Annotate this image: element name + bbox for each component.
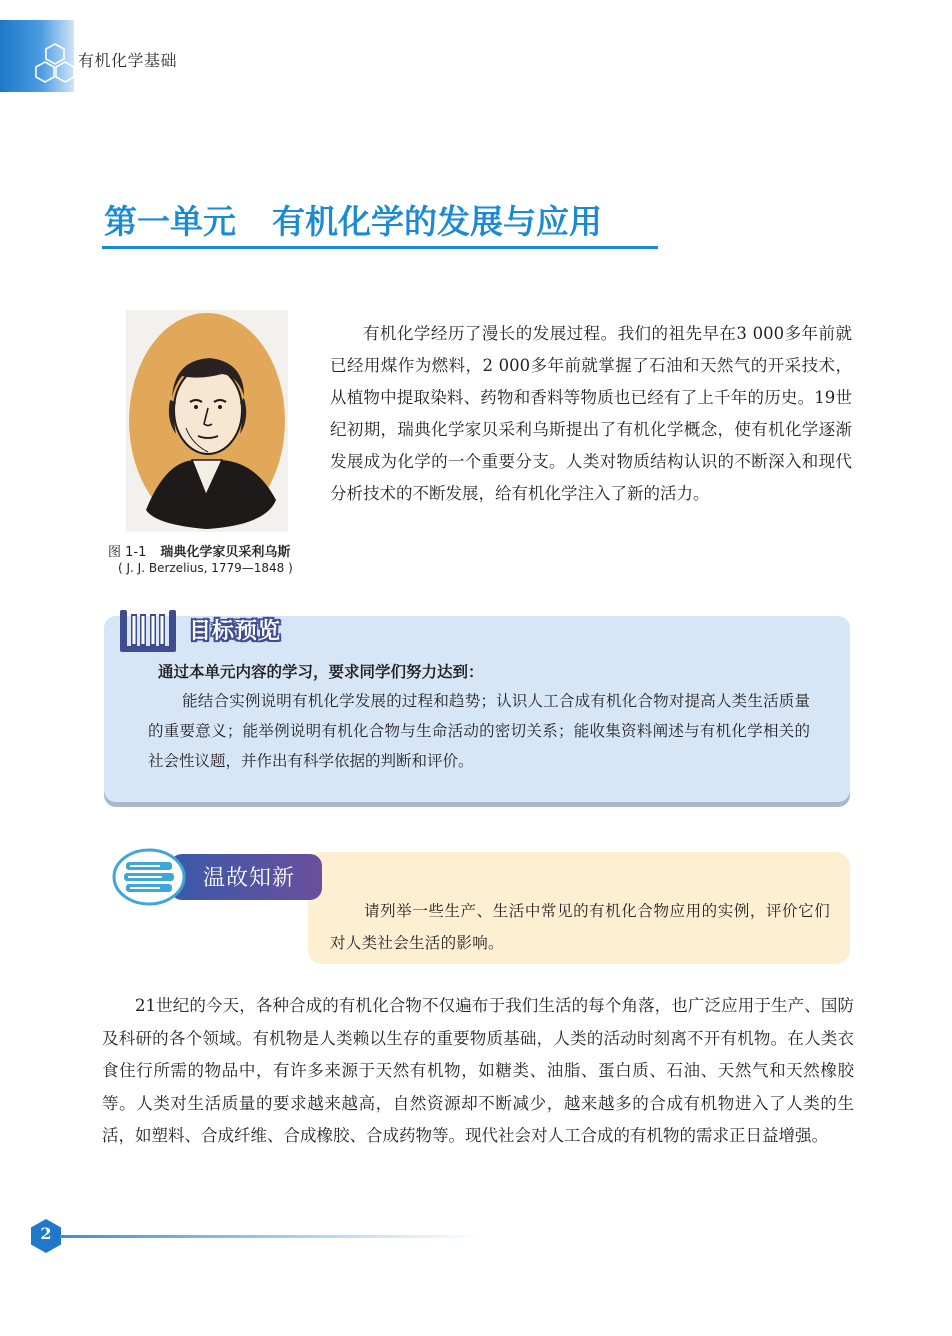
unit-number: 第一单元 [104,202,236,241]
goals-body: 能结合实例说明有机化学发展的过程和趋势；认识人工合成有机化合物对提高人类生活质量的重要意义；能举例说明有机化合物与生命活动的密切关系；能收集资料阐述与有机化学相关的社会性议题，并作出有科学依据的判断和评价。 [148,692,810,770]
footer-rule [60,1235,480,1238]
berzelius-portrait [126,310,288,532]
book-title: 有机化学基础 [78,51,178,70]
intro-paragraph: 有机化学经历了漫长的发展过程。我们的祖先早在3 000多年前就已经用煤作为燃料，2 000多年前就掌握了石油和天然气的开采技术，从植物中提取染料、药物和香料等物质也已经有了上千年的历史。19世纪初期，瑞典化学家贝采利乌斯提出了有机化学概念，使有机化学逐渐发展成为化学的一个重要分支。人类对物质结构认识的不断深入和现代分析技术的不断发展，给有机化学注入了新的活力。 [330,324,852,503]
figure-caption [108,541,290,560]
hexagon-logo-icon [30,42,80,88]
review-prompt: 请列举一些生产、生活中常见的有机化合物应用的实例，评价它们对人类社会生活的影响。 [330,902,830,952]
figure-title: 瑞典化学家贝采利乌斯 [160,545,291,560]
figure-subcaption: ( J. J. Berzelius, 1779—1848 ) [118,561,293,575]
goals-title: 目标预览 [189,619,282,644]
unit-title [104,196,602,243]
body-paragraph: 21世纪的今天，各种合成的有机化合物不仅遍布于我们生活的每个角落，也广泛应用于生产、国防及科研的各个领域。有机物是人类赖以生存的重要物质基础，人类的活动时刻离不开有机物。在人类衣食住行所需的物品中，有许多来源于天然有机物，如糖类、油脂、蛋白质、石油、天然气和天然橡胶等。人类对生活质量的要求越来越高，自然资源却不断减少，越来越多的合成有机物进入了人类的生活，如塑料、合成纤维、合成橡胶、合成药物等。现代社会对人工合成的有机物的需求正日益增强。 [102,996,854,1145]
book-stack-icon [112,848,186,906]
title-underline [102,246,658,249]
review-title: 温故知新 [203,866,296,891]
goals-lead: 通过本单元内容的学习，要求同学们努力达到： [158,663,484,681]
figure-label: 图 1-1 [108,545,147,560]
page-number: 2 [40,1224,52,1243]
unit-name: 有机化学的发展与应用 [272,202,602,241]
open-book-icon [118,604,178,654]
